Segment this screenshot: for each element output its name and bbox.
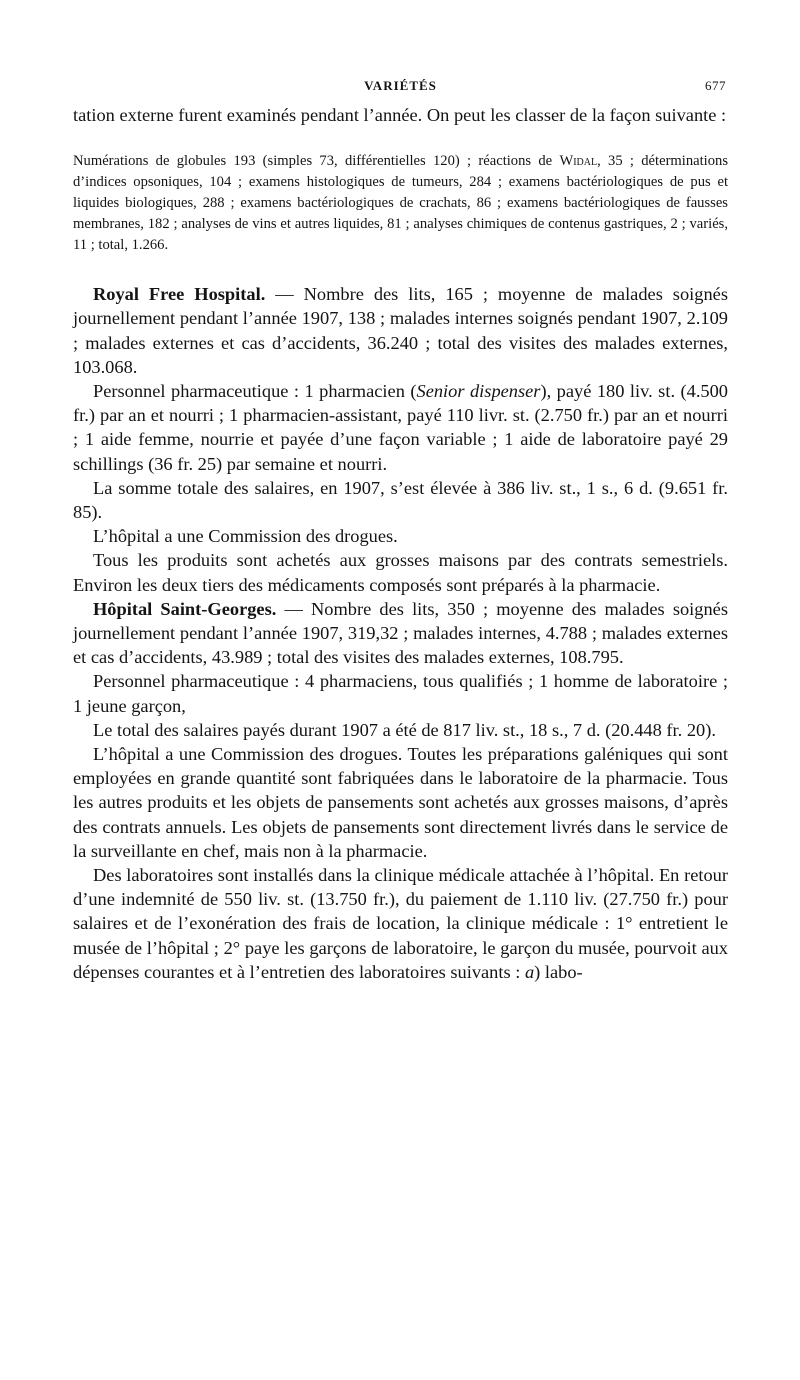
st-georges-labs-b: ) labo- xyxy=(534,961,583,982)
st-georges-paragraph xyxy=(73,597,728,670)
running-header xyxy=(73,78,728,100)
royal-free-heading: Royal Free Hospital. xyxy=(93,284,266,305)
st-georges-staff: Personnel pharmaceutique : 4 pharmaciens, tous qualifiés ; 1 homme de laboratoire ; 1 jeune garçon, xyxy=(73,671,728,716)
labs-item-letter: a xyxy=(524,961,535,982)
intro-paragraph: tation externe furent examinés pendant l’année. On peut les classer de la façon suivante : xyxy=(73,105,727,125)
st-georges-beds: — Nombre des lits, 350 ; moyenne des malades soignés journellement pendant l’année 1907, 319,32 ; malades internes, 4.788 ; malades externes et cas d’accidents, 43.989 ; total des visites des malades externes, 108.795. xyxy=(73,598,729,668)
widal-name: Widal xyxy=(559,153,598,170)
royal-free-staff-b: ), payé 180 liv. st. (4.500 fr.) par an et nourri ; 1 pharmacien-assistant, payé 110 livr. st. (2.750 fr.) par an et nourri ; 1 aide femme, nourrie et payée d’une façon variable ; 1 aide de laboratoire payé 29 schillings (36 fr. 25) par semaine et nourri. xyxy=(73,381,729,474)
st-georges-heading: Hôpital Saint-Georges. xyxy=(93,598,277,619)
page-number: 677 xyxy=(705,78,726,93)
royal-free-staff-paragraph xyxy=(73,379,728,476)
senior-dispenser-title: Senior dispenser xyxy=(416,381,541,402)
st-georges-salaries: Le total des salaires payés durant 1907 a été de 817 liv. st., 18 s., 7 d. (20.448 fr. 20). xyxy=(93,719,716,740)
royal-free-staff-a: Personnel pharmaceutique : 1 pharmacien ( xyxy=(93,381,417,402)
royal-free-commission: L’hôpital a une Commission des drogues. xyxy=(93,526,398,547)
document-page xyxy=(73,78,728,984)
royal-free-paragraph xyxy=(73,282,728,379)
exam-list-part1: Numérations de globules 193 (simples 73, différentielles 120) ; réactions de xyxy=(73,153,560,170)
royal-free-beds: — Nombre des lits, 165 ; moyenne de malades soignés journellement pendant l’année 1907, 138 ; malades internes soignés pendant 1907, 2.109 ; malades externes et cas d’accidents, 36.240 ; total des visites des malades externes, 103.068. xyxy=(73,284,728,377)
exam-list-paragraph xyxy=(73,151,728,256)
st-georges-labs-paragraph xyxy=(73,863,728,984)
st-georges-labs-a: Des laboratoires sont installés dans la clinique médicale attachée à l’hôpital. En retour d’une indemnité de 550 liv. st. (13.750 fr.), du paiement de 1.110 liv. (27.750 fr.) pour salaires et de l’exonération des frais de location, la clinique médicale : 1° entretient le musée de l’hôpital ; 2° paye les garçons de laboratoire, le garçon du musée, pourvoit aux dépenses courantes et à l’entretien des laboratoires suivants : xyxy=(73,865,728,982)
royal-free-salaries: La somme totale des salaires, en 1907, s’est élevée à 386 liv. st., 1 s., 6 d. (9.651 fr. 85). xyxy=(73,477,728,523)
royal-free-products: Tous les produits sont achetés aux grosses maisons par des contrats semestriels. Environ les deux tiers des médicaments composés sont préparés à la pharmacie. xyxy=(73,550,728,595)
exam-list-part2: , 35 ; déterminations d’indices opsoniques, 104 ; examens histologiques de tumeurs, 284 ; examens bactériologiques de pus et liquides biologiques, 288 ; examens bactériologiques de crachats, 86 ; examens bactériologiques de fausses membranes, 182 ; analyses de vins et autres liquides, 81 ; analyses chimiques de contenus gastriques, 2 ; variés, 11 ; total, 1.266. xyxy=(73,153,728,254)
st-georges-commission: L’hôpital a une Commission des drogues. Toutes les préparations galéniques qui sont employées en grande quantité sont fabriquées dans le laboratoire de la pharmacie. Tous les autres produits et les objets de pansements sont achetés aux grosses maisons, d’après des contrats annuels. Les objets de pansements sont directement livrés dans le service de la surveillante en chef, mais non à la pharmacie. xyxy=(73,744,728,861)
running-title: VARIÉTÉS xyxy=(364,78,437,93)
